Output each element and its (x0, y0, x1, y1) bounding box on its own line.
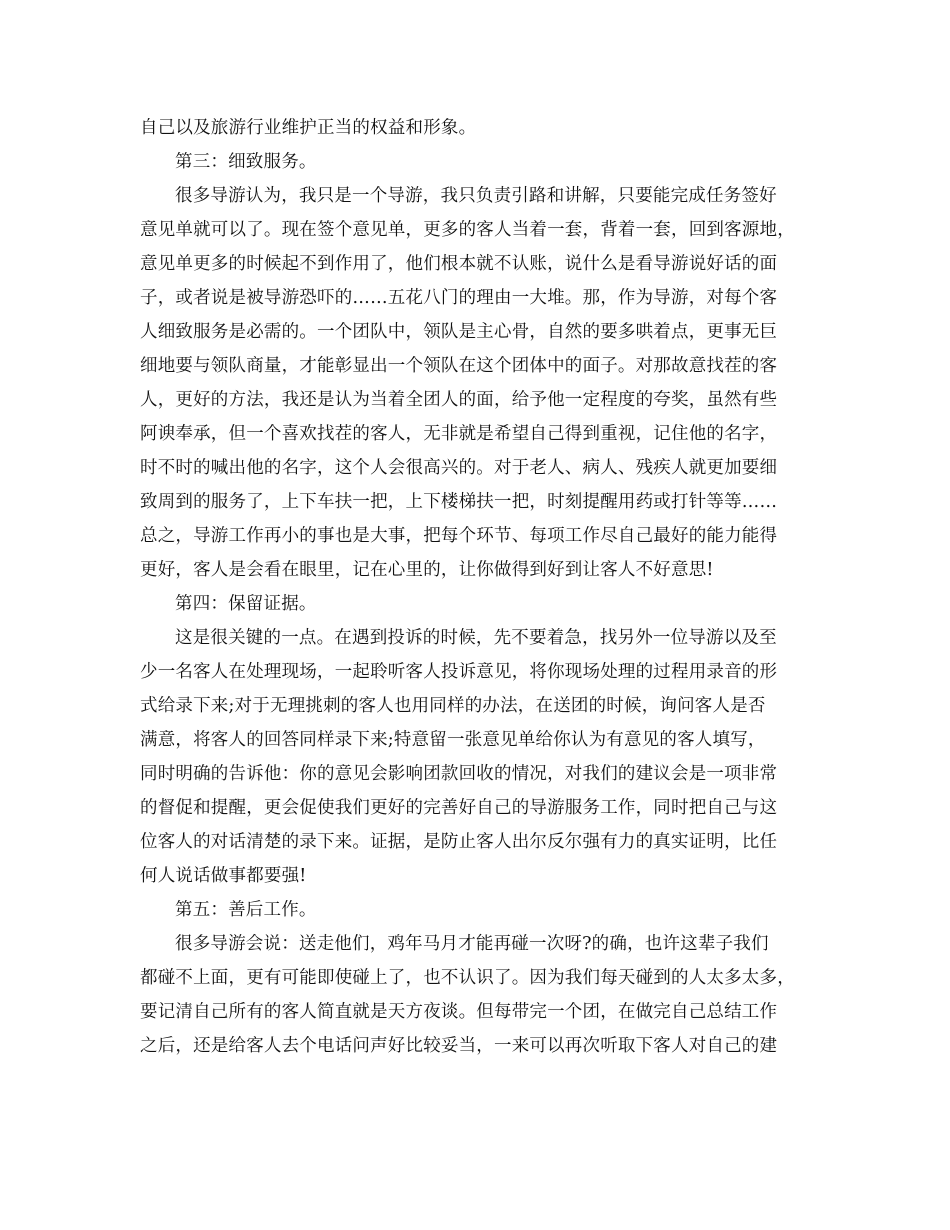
text-line: 要记清自己所有的客人简直就是天方夜谈。但每带完一个团，在做完自己总结工作 (140, 1002, 778, 1022)
section-heading: 第五：善后工作。 (175, 900, 317, 920)
text-line: 这是很关键的一点。在遇到投诉的时候，先不要着急，找另外一位导游以及至 (175, 628, 777, 648)
text-line: 致周到的服务了，上下车扶一把，上下楼梯扶一把，时刻提醒用药或打针等等…… (140, 492, 778, 512)
text-line: 都碰不上面，更有可能即使碰上了，也不认识了。因为我们每天碰到的人太多太多， (140, 968, 795, 988)
text-line: 意见单就可以了。现在签个意见单，更多的客人当着一套，背着一套，回到客源地， (140, 220, 795, 240)
text-line: 同时明确的告诉他：你的意见会影响团款回收的情况，对我们的建议会是一项非常 (140, 764, 778, 784)
text-line: 何人说话做事都要强! (140, 866, 307, 886)
text-line: 的督促和提醒，更会促使我们更好的完善好自己的导游服务工作，同时把自己与这 (140, 798, 778, 818)
text-line: 更好，客人是会看在眼里，记在心里的，让你做得到好到让客人不好意思! (140, 560, 714, 580)
text-line: 很多导游认为，我只是一个导游，我只负责引路和讲解，只要能完成任务签好 (175, 186, 777, 206)
text-line: 人细致服务是必需的。一个团队中，领队是主心骨，自然的要多哄着点，更事无巨 (140, 322, 778, 342)
text-line: 少一名客人在处理现场，一起聆听客人投诉意见，将你现场处理的过程用录音的形 (140, 662, 778, 682)
section-heading: 第四：保留证据。 (175, 594, 317, 614)
text-line: 细地要与领队商量，才能彰显出一个领队在这个团体中的面子。对那故意找茬的客 (140, 356, 778, 376)
text-line: 很多导游会说：送走他们，鸡年马月才能再碰一次呀?的确，也许这辈子我们 (175, 934, 769, 954)
text-line: 意见单更多的时候起不到作用了，他们根本就不认账，说什么是看导游说好话的面 (140, 254, 778, 274)
text-line: 位客人的对话清楚的录下来。证据，是防止客人出尔反尔强有力的真实证明，比任 (140, 832, 778, 852)
text-line: 人，更好的方法，我还是认为当着全团人的面，给予他一定程度的夸奖，虽然有些 (140, 390, 778, 410)
text-line: 之后，还是给客人去个电话问声好比较妥当，一来可以再次听取下客人对自己的建 (140, 1036, 778, 1056)
text-line: 子，或者说是被导游恐吓的……五花八门的理由一大堆。那，作为导游，对每个客 (140, 288, 778, 308)
text-line: 阿谀奉承，但一个喜欢找茬的客人，无非就是希望自己得到重视，记住他的名字， (140, 424, 778, 444)
text-line: 时不时的喊出他的名字，这个人会很高兴的。对于老人、病人、残疾人就更加要细 (140, 458, 778, 478)
text-line: 自己以及旅游行业维护正当的权益和形象。 (140, 118, 477, 138)
text-line: 满意，将客人的回答同样录下来;特意留一张意见单给你认为有意见的客人填写， (140, 730, 766, 750)
section-heading: 第三：细致服务。 (175, 152, 317, 172)
text-line: 式给录下来;对于无理挑刺的客人也用同样的办法，在送团的时候，询问客人是否 (140, 696, 766, 716)
text-line: 总之，导游工作再小的事也是大事，把每个环节、每项工作尽自己最好的能力能得 (140, 526, 778, 546)
